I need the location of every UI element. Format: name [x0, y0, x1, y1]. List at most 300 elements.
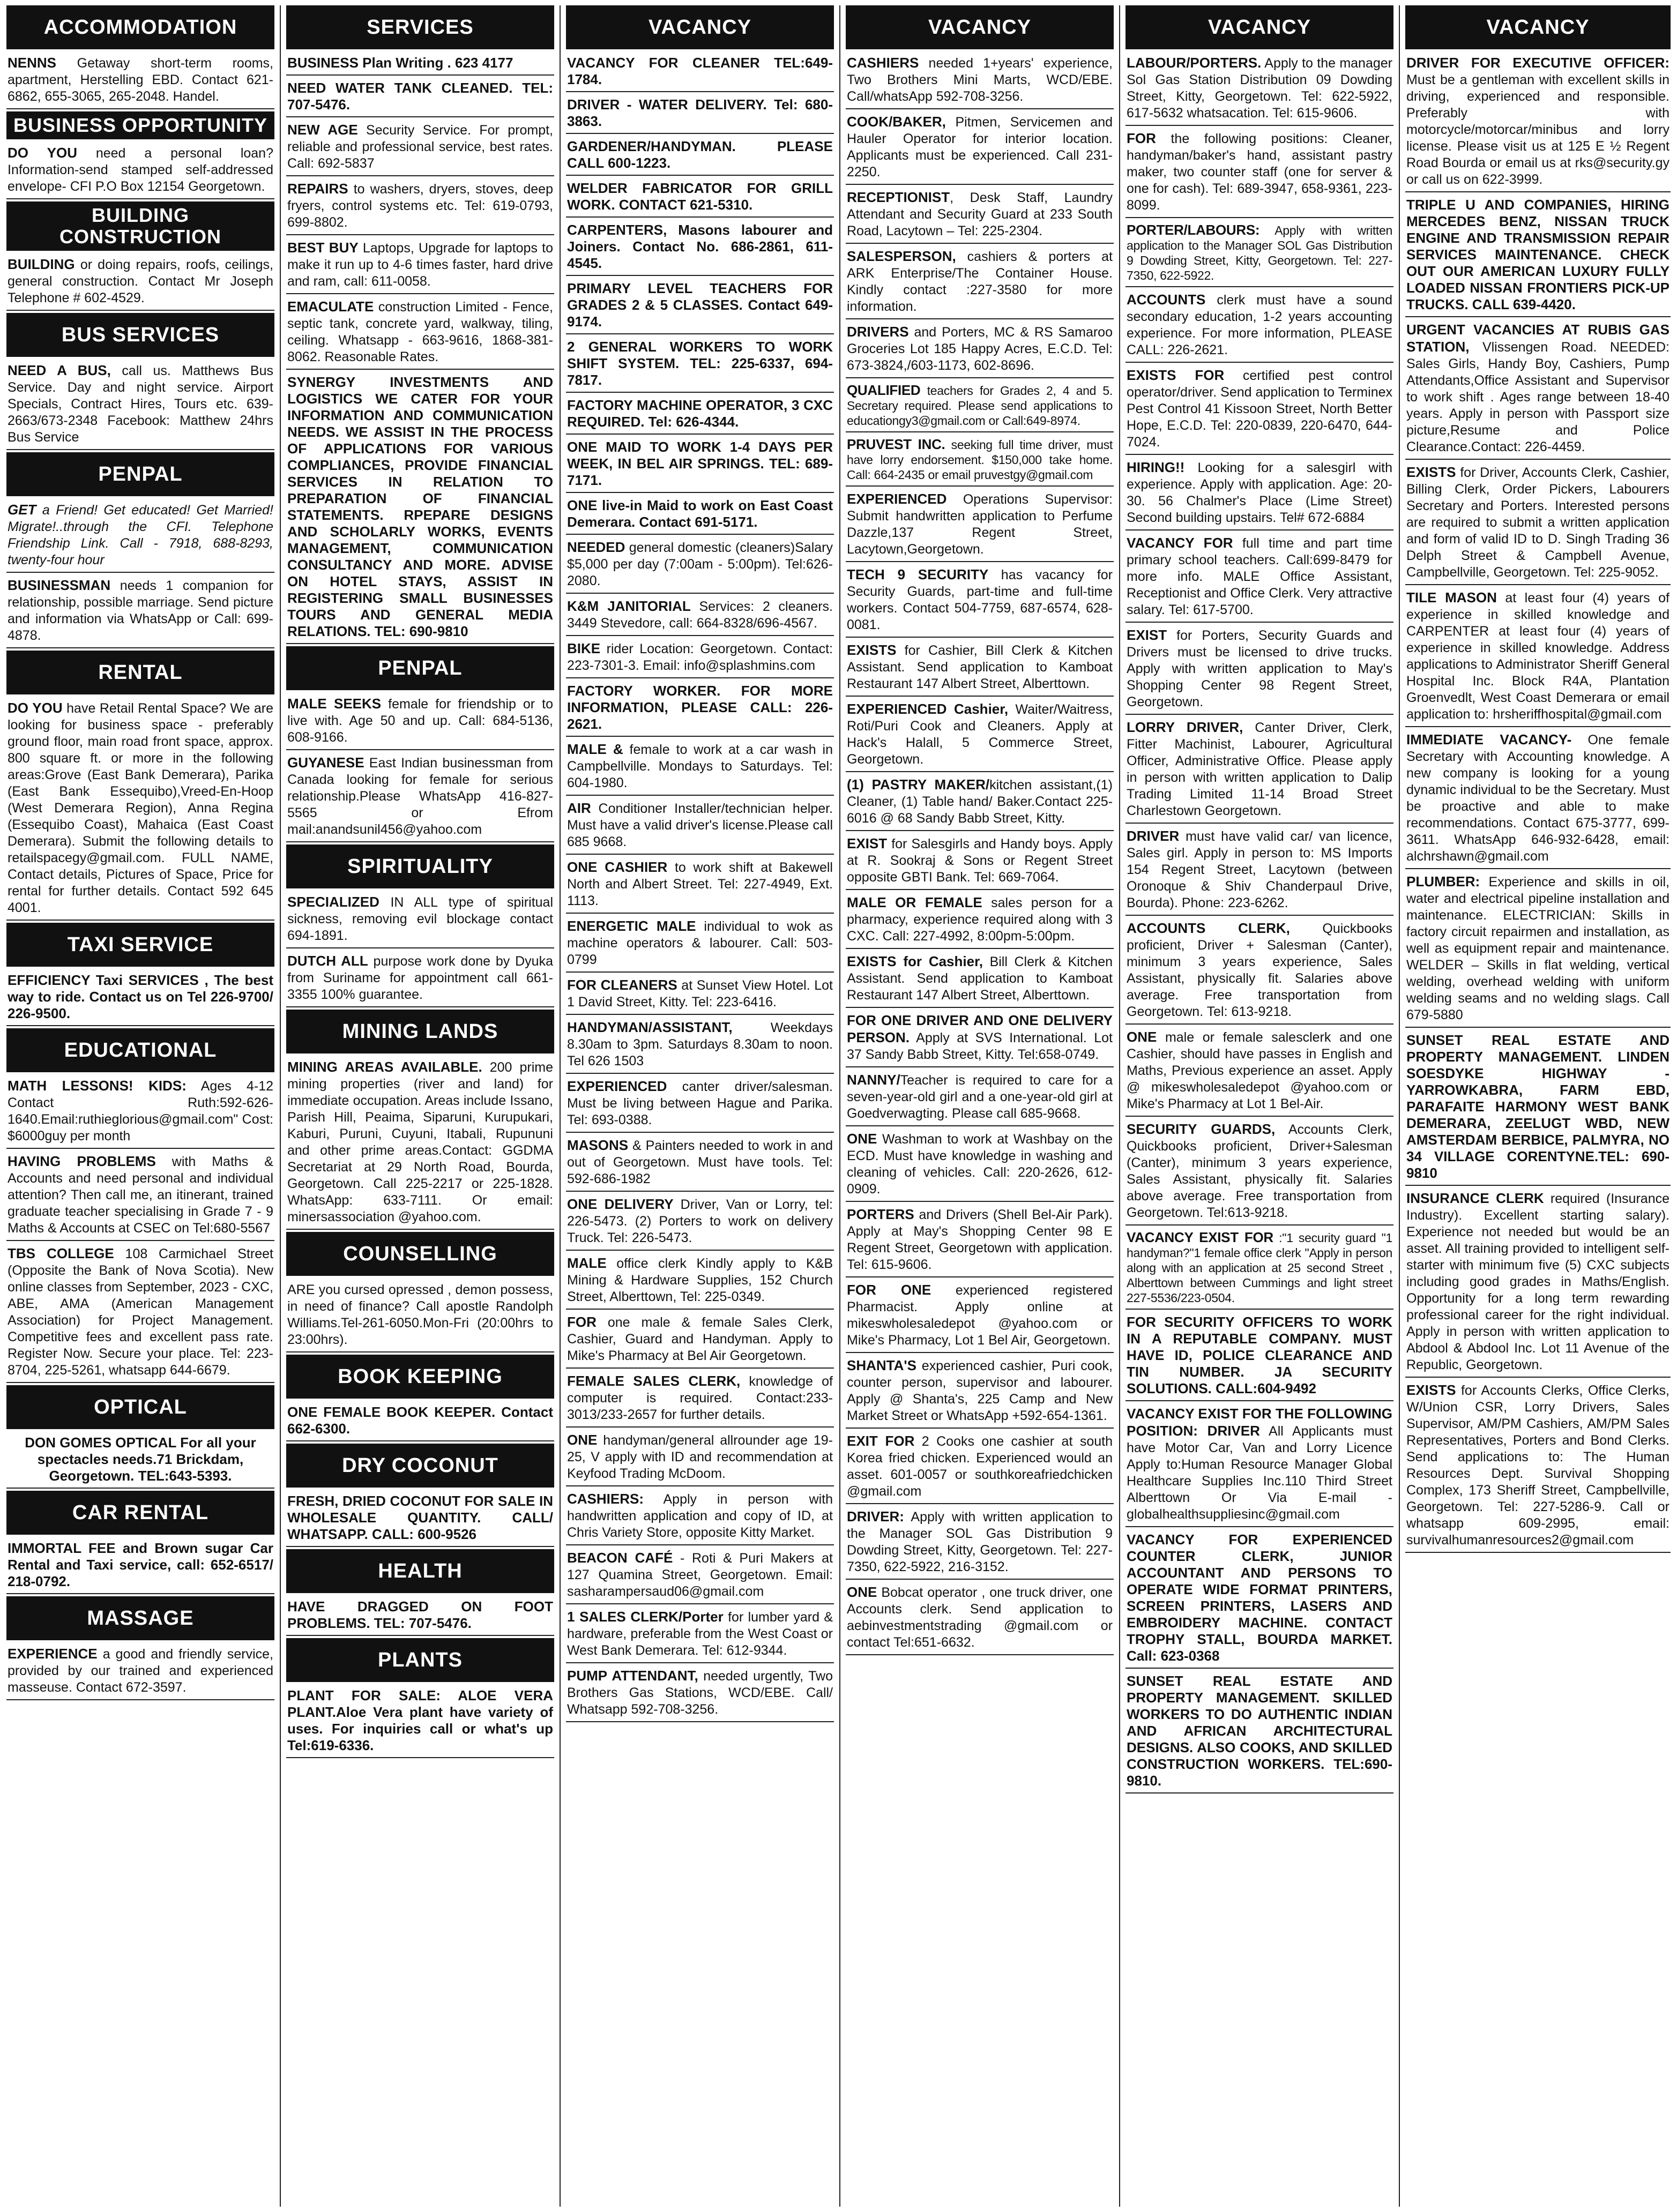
ad-lead: EXISTS for Cashier, — [847, 953, 983, 969]
column-4 — [846, 4, 1114, 2203]
ad-text: Operations Supervisor: Submit handwritten application to Perfume Dazzle,137 Regent Street, Lacytown,Georgetown. — [847, 492, 1113, 557]
ad-lead: MALE — [567, 1255, 607, 1271]
classified-ad — [6, 575, 274, 648]
ad-text: :"1 security guard "1 handyman?"1 female office clerk "Apply in person along with an application at 25 second Street , Alberttown between Cummings and light street 227-5536/223-0504. — [1127, 1231, 1392, 1305]
ad-lead: FOR ONE DRIVER AND ONE DELIVERY PERSON. — [847, 1012, 1113, 1045]
ad-lead: MATH LESSONS! KIDS: — [8, 1078, 187, 1094]
classified-ad — [6, 1075, 274, 1149]
ad-lead: TILE MASON — [1406, 589, 1497, 606]
section-heading: ACCOMMODATION — [6, 5, 274, 49]
ad-lead: DRIVERS — [847, 324, 909, 340]
ad-lead: PRUVEST INC. — [847, 436, 945, 452]
column-divider — [1119, 5, 1120, 2207]
classified-ad — [1126, 717, 1393, 824]
ad-lead: EXISTS FOR — [1127, 367, 1225, 383]
ad-text: canter driver/salesman. Must be living between Hague and Parika. Tel: 693-0388. — [567, 1079, 833, 1127]
classified-ad — [1126, 1119, 1393, 1225]
column-divider — [280, 5, 281, 2207]
ad-lead: ONE DELIVERY — [567, 1196, 674, 1212]
classified-ad — [566, 857, 834, 914]
ad-lead: ONE — [567, 1432, 598, 1448]
ad-lead: HIRING!! — [1127, 459, 1185, 475]
ad-lead: LORRY DRIVER, — [1127, 719, 1243, 735]
ad-lead: FACTORY WORKER. FOR MORE INFORMATION, PLEASE CALL: 226-2621. — [567, 683, 833, 732]
ad-lead: BIKE — [567, 640, 601, 656]
classified-ad — [566, 1312, 834, 1369]
ad-lead: ACCOUNTS CLERK, — [1127, 920, 1290, 936]
section-heading: VACANCY — [1405, 5, 1671, 49]
ad-lead: WELDER FABRICATOR FOR GRILL WORK. CONTACT 621-5310. — [567, 180, 833, 213]
classified-ad — [566, 395, 834, 435]
ad-text: cashiers & porters at ARK Enterprise/The Container House. Kindly contact :227-3580 for more information. — [847, 249, 1113, 314]
ad-text: Experience and skills in oil, water and electrical pipeline installation and maintenance. ELECTRICIAN: Skills in factory circuit repairmen and installation, as well as equipment repair and maintenance. WELDER – Skills in flat welding, vertical welding, overhead welding with uniform welding seams and no welding slags. Call 679-5880 — [1406, 875, 1669, 1022]
classified-ad — [566, 495, 834, 535]
column-divider — [1399, 5, 1400, 2207]
ad-lead: MASONS — [567, 1137, 629, 1153]
ad-lead: MALE OR FEMALE — [847, 894, 982, 910]
classified-ad — [846, 892, 1114, 949]
ad-text: 108 Carmichael Street (Opposite the Bank of Nova Scotia). New online classes from September, 2023 - CXC, ABE, AMA (American Management Association) for Project Management. Competitive fees and excellent pass rate. Register Now. Secure your place. Tel: 223-8704, 225-5261, whatsapp 644-6679. — [8, 1246, 273, 1378]
ad-text: Services: 2 cleaners. 3449 Stevedore, call: 664-8328/696-4567. — [567, 599, 833, 631]
ad-text: to washers, dryers, stoves, deep fryers, control systems etc. Tel: 619-0793, 699-8802. — [287, 182, 553, 230]
ad-text: general domestic (cleaners)Salary $5,000 per day (7:00am - 5:00pm). Tel:626-2080. — [567, 540, 833, 588]
ad-lead: URGENT VACANCIES AT RUBIS GAS STATION, — [1406, 322, 1669, 355]
classified-ad — [566, 1371, 834, 1428]
ad-text: All Applicants must have Motor Car, Van and Lorry Licence Apply to:Human Resource Manager Global Healthcare Supplies Inc.110 Third Street Alberttown Or Via E-mail - globalhealthsuppliesinc@gmail.com — [1127, 1424, 1392, 1522]
ad-text: Waiter/Waitress, Roti/Puri Cook and Cleaners. Apply at Hack's Halall, 5 Commerce Street, Georgetown. — [847, 702, 1113, 767]
ad-text: IN ALL type of spiritual sickness, removing evil blockage contact 694-1891. — [287, 895, 553, 943]
classified-ad — [6, 53, 274, 109]
ad-lead: DRIVER: — [847, 1508, 904, 1525]
ad-text: Bill Clerk & Kitchen Assistant. Send application to Kamboat Restaurant 147 Albert Street, Alberttown. — [847, 954, 1113, 1003]
ad-lead: SUNSET REAL ESTATE AND PROPERTY MANAGEMENT. SKILLED WORKERS TO DO AUTHENTIC INDIAN AND AFRICAN ARCHITECTURAL DESIGNS. ALSO COOKS, AND SKILLED CONSTRUCTION WORKERS. TEL:690-9810. — [1127, 1673, 1392, 1789]
ad-text: ARE you cursed opressed , demon possess, in need of finance? Call apostle Randolph Williams.Tel-261-6050.Mon-Fri (20:00hrs to 23:00hrs). — [287, 1282, 553, 1347]
ad-text: Quickbooks proficient, Driver + Salesman (Canter), minimum 3 years experience, Sales Assistant, physically fit. Salaries above average. Free transportation from Georgetown. Tel: 613-9218. — [1127, 921, 1392, 1019]
ad-lead: SHANTA'S — [847, 1357, 916, 1373]
classified-ad — [1405, 195, 1671, 317]
classified-ad — [6, 1432, 274, 1489]
classified-ad — [846, 640, 1114, 697]
classified-ad — [1405, 729, 1671, 869]
ad-lead: MALE & — [567, 741, 623, 757]
classified-ad — [846, 1582, 1114, 1655]
ad-lead: MINING AREAS AVAILABLE. — [287, 1059, 482, 1075]
column-1 — [6, 4, 274, 2203]
ad-lead: GET — [8, 502, 36, 518]
classified-ad — [846, 774, 1114, 831]
section-heading: RENTAL — [6, 651, 274, 694]
ad-text: handyman/general allrounder age 19-25, V apply with ID and recommendation at Keyfood Trading McDoom. — [567, 1433, 833, 1481]
ad-text: for Cashier, Bill Clerk & Kitchen Assistant. Send application to Kamboat Restaurant 147 Albert Street, Alberttown. — [847, 643, 1113, 691]
ad-text: female for friendship or to live with. Age 50 and up. Call: 684-5136, 608-9166. — [287, 697, 553, 745]
classified-ad — [286, 1402, 554, 1441]
ad-lead: HANDYMAN/ASSISTANT, — [567, 1019, 733, 1035]
ad-lead: TRIPLE U AND COMPANIES, HIRING MERCEDES BENZ, NISSAN TRUCK ENGINE AND TRANSMISSION REPAIR SERVICES MAINTENANCE. CHECK OUT OUR AMERICAN LUXURY FULLY LOADED NISSAN FRONTIERS PICK-UP TRUCKS. CALL 639-4420. — [1406, 197, 1669, 312]
classified-ad — [286, 951, 554, 1007]
ad-text: Vlissengen Road. NEEDED: Sales Girls, Handy Boy, Cashiers, Pump Attendants,Office Assistant and Supervisor to work shift . Ages range between 18-40 years. Apply in person with Passport size picture,Resume and Police Clearance.Contact: 226-4459. — [1406, 340, 1669, 454]
ad-lead: ONE — [1127, 1029, 1157, 1045]
classified-ad — [6, 698, 274, 921]
ad-lead: VACANCY FOR CLEANER TEL:649-1784. — [567, 55, 833, 87]
ad-lead: EMACULATE — [287, 298, 374, 315]
section-heading: CAR RENTAL — [6, 1491, 274, 1535]
ad-lead: 1 SALES CLERK/Porter — [567, 1609, 724, 1625]
ad-text: needed urgently, Two Brothers Gas Stations, WCD/EBE. Call/ Whatsapp 592-708-3256. — [567, 1669, 833, 1717]
ad-text: full time and part time primary school teachers. Call:699-8479 for more info. MALE Office Assistant, Receptionist and Office Clerk. Very attractive salary. Tel: 617-5700. — [1127, 536, 1392, 617]
ad-lead: LABOUR/PORTERS. — [1127, 55, 1262, 71]
column-3 — [566, 4, 834, 2203]
ad-text: and Drivers (Shell Bel-Air Park). Apply at May's Shopping Center 98 E Regent Street, Georgetown with application. Tel: 615-9606. — [847, 1207, 1113, 1272]
classified-ad — [286, 752, 554, 842]
ad-lead: EXISTS — [1406, 464, 1456, 480]
ad-text: at least four (4) years of experience in skilled knowledge and CARPENTER at least four (4) years of experience in skilled knowledge. Address applications to Administrator Sheriff General Hospital Inc. Block R4A, Plantation Groenvedlt, West Coast Demerara or email application to: hrsheriffhospital@gmail.com — [1406, 591, 1669, 722]
ad-lead: VACANCY FOR EXPERIENCED COUNTER CLERK, JUNIOR ACCOUNTANT AND PERSONS TO OPERATE WIDE FORMAT PRINTERS, SCREEN PRINTERS, LASERS AND EMBROIDERY MACHINE. CONTACT TROPHY STALL, BOURDA MARKET. Call: 623-0368 — [1127, 1531, 1392, 1664]
ad-lead: IMMORTAL FEE and Brown sugar Car Rental and Taxi service, call: 652-6517/ 218-0792. — [8, 1540, 273, 1589]
classified-ad — [846, 322, 1114, 378]
classified-ad — [1405, 587, 1671, 727]
classified-ad — [566, 94, 834, 134]
ad-lead: VACANCY EXIST FOR THE FOLLOWING POSITION: DRIVER — [1127, 1406, 1392, 1439]
classified-ad — [846, 435, 1114, 487]
section-heading: EDUCATIONAL — [6, 1028, 274, 1072]
classified-ad — [6, 360, 274, 450]
column-6 — [1405, 4, 1671, 2203]
section-heading: MASSAGE — [6, 1596, 274, 1640]
ad-lead: CARPENTERS, Masons labourer and Joiners. Contact No. 686-2861, 611-4545. — [567, 222, 833, 271]
ad-text: needs 1 companion for relationship, possible marriage. Send picture and information via WhatsApp or Call: 699-4878. — [8, 578, 273, 643]
classified-ad — [846, 1280, 1114, 1353]
section-heading: SPIRITUALITY — [286, 845, 554, 888]
section-heading: VACANCY — [1126, 5, 1393, 49]
ad-text: a good and friendly service, provided by our trained and experienced masseuse. Contact 672-3597. — [8, 1647, 273, 1695]
ad-text: sales person for a pharmacy, experience required along with 3 CXC. Call: 227-4992, 8:00pm-5:00pm. — [847, 895, 1113, 944]
classified-ad — [566, 975, 834, 1015]
classified-ad — [1126, 128, 1393, 218]
classified-ad — [6, 1643, 274, 1700]
ad-text: construction Limited - Fence, septic tank, concrete yard, walkway, tiling, ceiling. Whatsapp - 663-9616, 1868-381-8062. Reasonable Rates. — [287, 300, 553, 364]
ad-text: Pitmen, Servicemen and Hauler Operator for interior location. Applicants must be experienced. Call 231-2250. — [847, 115, 1113, 180]
ad-lead: EXIST — [847, 835, 888, 851]
ad-lead: SECURITY GUARDS, — [1127, 1121, 1276, 1137]
section-heading: TAXI SERVICE — [6, 923, 274, 967]
ad-text: at Sunset View Hotel. Lot 1 David Street, Kitty. Tel: 223-6416. — [567, 978, 833, 1010]
classified-ad — [1126, 826, 1393, 916]
classified-ad — [1405, 53, 1671, 192]
classified-ad — [1126, 533, 1393, 623]
ad-text: , Desk Staff, Laundry Attendant and Security Guard at 233 South Road, Lacytown – Tel: 225-2304. — [847, 190, 1113, 238]
classified-ad — [566, 136, 834, 176]
ad-lead: TBS COLLEGE — [8, 1245, 114, 1261]
ad-text: individual to wok as machine operators & labourer. Call: 503-0799 — [567, 919, 833, 967]
ad-lead: FOR — [567, 1314, 597, 1330]
ad-text: with Maths & Accounts and need personal and individual attention? Then call me, an itinerant, trained graduate teacher specialising in Grade 7 - 9 Maths & Accounts at CSEC on Tel:680-5567 — [8, 1154, 273, 1236]
classified-ad — [846, 489, 1114, 562]
ad-text: call us. Matthews Bus Service. Day and night service. Airport Specials, Contract Hires, Tours etc. 639-2663/673-2348 Facebook: Matthew 24hrs Bus Service — [8, 363, 273, 445]
ad-lead: GARDENER/HANDYMAN. PLEASE CALL 600-1223. — [567, 138, 833, 171]
ad-lead: PLANT FOR SALE: ALOE VERA PLANT.Aloe Vera plant have variety of uses. For inquiries call or what's up Tel:619-6336. — [287, 1687, 553, 1753]
ad-lead: DO YOU — [8, 145, 77, 161]
classified-ad — [1126, 1529, 1393, 1669]
classified-ad — [6, 254, 274, 311]
ad-text: Bobcat operator , one truck driver, one Accounts clerk. Send application to aebinvestmentstrading @gmail.com or contact Tel:651-6632. — [847, 1585, 1113, 1650]
ad-lead: K&M JANITORIAL — [567, 598, 691, 614]
ad-text: Apply to the manager Sol Gas Station Distribution 09 Dowding Street, Kitty, Georgetown. Tel: 622-5922, 617-5632 whatsacation. Tel: 615-9606. — [1127, 56, 1392, 121]
classified-ad — [846, 53, 1114, 109]
classified-ad — [846, 1070, 1114, 1126]
ad-text: experienced cashier, Puri cook, counter person, supervisor and labourer. Apply @ Shanta's, 225 Camp and New Market Street or WhatsApp +592-654-1361. — [847, 1358, 1113, 1423]
classified-ad — [566, 437, 834, 493]
classified-ad — [846, 833, 1114, 890]
ad-text: need a personal loan? Information-send stamped self-addressed envelope- CFI P.O Box 12154 Georgetown. — [8, 146, 273, 194]
section-heading: BOOK KEEPING — [286, 1355, 554, 1399]
classified-ad — [566, 278, 834, 334]
column-divider — [560, 5, 561, 2207]
ad-lead: TECH 9 SECURITY — [847, 566, 989, 582]
ad-lead: EXPERIENCE — [8, 1646, 98, 1662]
ad-lead: ONE MAID TO WORK 1-4 DAYS PER WEEK, IN BEL AIR SPRINGS. TEL: 689-7171. — [567, 439, 833, 488]
ad-lead: BUSINESSMAN — [8, 577, 111, 593]
ad-text: Apply at SVS International. Lot 37 Sandy Babb Street, Kitty. Tel:658-0749. — [847, 1030, 1113, 1062]
ad-text: for lumber yard & hardware, preferable from the West Coast or West Bank Demerara. Tel: 612-9344. — [567, 1610, 833, 1658]
ad-lead: PORTERS — [847, 1206, 914, 1222]
classified-ad — [1405, 462, 1671, 585]
classified-ad — [1126, 365, 1393, 455]
ad-lead: PORTER/LABOURS: — [1127, 222, 1260, 238]
ad-text: has vacancy for Security Guards, part-time and full-time workers. Contact 504-7759, 687-6574, 628-0081. — [847, 567, 1113, 632]
ad-text: experienced registered Pharmacist. Apply online at mikeswholesaledepot @yahoo.com or Mike's Pharmacy, Lot 1 Bel Air, Georgetown. — [847, 1283, 1113, 1348]
classified-ad — [846, 699, 1114, 772]
ad-text: Ages 4-12 Contact Ruth:592-626-1640.Email:ruthieglorious@gmail.com" Cost: $6000guy per month — [8, 1079, 274, 1144]
ad-lead: VACANCY FOR — [1127, 535, 1233, 551]
ad-lead: DRIVER — [1127, 828, 1180, 844]
ad-lead: DRIVER FOR EXECUTIVE OFFICER: — [1406, 55, 1669, 71]
classified-ad — [846, 1010, 1114, 1067]
ad-text: purpose work done by Dyuka from Suriname for appointment call 661-3355 100% guarantee. — [287, 954, 553, 1002]
classified-ad — [286, 1491, 554, 1547]
classified-ad — [846, 111, 1114, 185]
ad-lead: SPECIALIZED — [287, 894, 379, 910]
ad-lead: ONE FEMALE BOOK KEEPER. Contact 662-6300. — [287, 1404, 553, 1437]
ad-text: Laptops, Upgrade for laptops to make it run up to 4-6 times faster, hard drive and ram, call: 611-0058. — [287, 241, 553, 289]
classified-ad — [566, 1489, 834, 1545]
ad-lead: PLUMBER: — [1406, 873, 1480, 890]
classified-ad — [1126, 918, 1393, 1025]
classified-ad — [1126, 1671, 1393, 1793]
ad-lead: NEED A BUS, — [8, 362, 111, 378]
ad-lead: BUILDING — [8, 256, 75, 272]
classified-ad — [846, 1129, 1114, 1202]
ad-lead: QUALIFIED — [847, 382, 921, 398]
ad-text: for Driver, Accounts Clerk, Cashier, Billing Clerk, Order Pickers, Labourers Secretary and Porters. Interested persons are required to submit a written application and form of valid ID to D. Singh Trading 36 Delph Street & Campbell Avenue, Campbellville, Georgetown. Tel: 225-9052. — [1406, 465, 1669, 580]
classified-ad — [286, 53, 554, 76]
classified-ad — [1126, 1312, 1393, 1401]
classified-ad — [1405, 1188, 1671, 1378]
ad-text: rider Location: Georgetown. Contact: 223-7301-3. Email: info@splashmins.com — [567, 641, 833, 673]
classified-ad — [1126, 625, 1393, 715]
classified-ad — [846, 564, 1114, 638]
ad-lead: RECEPTIONIST — [847, 189, 950, 205]
ad-text: certified pest control operator/driver. Send application to Terminex Pest Control 41 Kissoon Street, North Better Hope, E.C.D. Tel: 220-0839, 220-6470, 644-7024. — [1127, 368, 1392, 450]
section-heading: PENPAL — [6, 452, 274, 496]
ad-lead: BUSINESS Plan Writing . 623 4177 — [287, 55, 513, 71]
ad-lead: ONE CASHIER — [567, 859, 668, 875]
classified-ad — [566, 1253, 834, 1310]
ad-text: Driver, Van or Lorry, tel: 226-5473. (2) Porters to work on delivery Truck. Tel: 226-5473. — [567, 1197, 833, 1245]
ad-text: have Retail Rental Space? We are looking for business space - preferably ground floor, main road front space, approx. 800 square ft. or more in the following areas:Grove (East Bank Demerara), Parika (East Bank Essequibo),Vreed-En-Hoop (West Demerara Region), Anna Regina (Essequibo Coast), Mahaica (East Coast Demerara). Submit the following details to retailspacegy@gmail.com. FULL NAME, Contact details, Pictures of Space, Price for rental for further details. Contact 592 645 4001. — [8, 701, 273, 915]
section-heading: BUILDING CONSTRUCTION — [6, 201, 274, 251]
classified-ad — [566, 596, 834, 636]
ad-text: to work shift at Bakewell North and Albert Street. Tel: 227-4949, Ext. 1113. — [567, 860, 833, 908]
ad-text: One female Secretary with Accounting knowledge. A new company is looking for a young dynamic individual to be the Secretary. Must be proactive and able to make recommendations. Contact 675-3777, 699-3611. WhatsApp 646-932-6428, email: alchrshawn@gmail.com — [1406, 733, 1669, 864]
ad-lead: NEEDED — [567, 539, 625, 555]
classified-ad — [286, 1596, 554, 1636]
ad-text: office clerk Kindly apply to K&B Mining & Hardware Supplies, 152 Church Street, Alberttown, Tel: 225-0349. — [567, 1256, 833, 1304]
classified-ad — [1126, 457, 1393, 530]
ad-lead: REPAIRS — [287, 181, 348, 197]
ad-lead: BEST BUY — [287, 240, 359, 256]
classified-ad — [6, 970, 274, 1026]
column-2 — [286, 4, 554, 2203]
classified-ad — [1405, 1030, 1671, 1186]
ad-lead: FOR CLEANERS — [567, 977, 677, 993]
ad-text: and Porters, MC & RS Samaroo Groceries Lot 185 Happy Acres, E.C.D. Tel: 673-3824,/603-1173, 602-8696. — [847, 325, 1113, 373]
classified-ad — [846, 1431, 1114, 1504]
classified-ad — [1405, 319, 1671, 460]
classified-ad — [286, 892, 554, 948]
ad-text: Security Service. For prompt, reliable and professional service, best rates. Call: 692-5837 — [287, 123, 554, 171]
classified-ad — [566, 53, 834, 92]
ad-text: teachers for Grades 2, 4 and 5. Secretary required. Please send applications to educationgy3@gmail.com or Call:649-8974. — [847, 384, 1113, 428]
section-heading: DRY COCONUT — [286, 1444, 554, 1488]
column-divider — [839, 5, 840, 2207]
ad-lead: ONE — [847, 1131, 877, 1147]
ad-text: one male & female Sales Clerk, Cashier, Guard and Handyman. Apply to Mike's Pharmacy at Bel Air Georgetown. — [567, 1315, 833, 1363]
classified-ad — [846, 1506, 1114, 1580]
section-heading: COUNSELLING — [286, 1232, 554, 1276]
ad-text: or doing repairs, roofs, ceilings, general construction. Contact Mr Joseph Telephone # 602-4529. — [8, 257, 273, 305]
classified-ad — [286, 78, 554, 117]
classified-ad — [566, 1017, 834, 1074]
ad-lead: FEMALE SALES CLERK, — [567, 1373, 741, 1389]
section-heading: PENPAL — [286, 646, 554, 690]
classified-ad — [1126, 1027, 1393, 1117]
classified-ad — [1405, 871, 1671, 1028]
classified-ad — [566, 178, 834, 218]
ad-lead: CASHIERS — [847, 55, 919, 71]
ad-text: must have valid car/ van licence, Sales girl. Apply in person to: MS Imports 154 Regent Street, Lacytown (between Oronoque & Shiv Chanderpaul Drive, Bourda). Phone: 223-6262. — [1127, 829, 1392, 910]
ad-lead: FOR ONE — [847, 1282, 931, 1298]
ad-text: 200 prime mining properties (river and land) for immediate occupation. Areas include Issano, Parish Hill, Peaima, Siparuni, Kurupukari, Kaburi, Puruni, Cuyuni, Itabali, Rupununi and other prime areas.Contact: GGDMA Secretariat at 29 North Road, Bourda, Georgetown. Call 225-2217 or 225-1828. WhatsApp: 633-7111. Or email: minersassociation @yahoo.com. — [287, 1060, 553, 1224]
ad-lead: DRIVER - WATER DELIVERY. Tel: 680-3863. — [567, 96, 833, 129]
ad-lead: COOK/BAKER, — [847, 114, 946, 130]
classified-ad — [566, 537, 834, 594]
classified-ad — [6, 1538, 274, 1594]
ad-lead: SUNSET REAL ESTATE AND PROPERTY MANAGEMENT. LINDEN SOESDYKE HIGHWAY - YARROWKABRA, FARM EBD, PARAFAITE HARMONY WEST BANK DEMERARA, ZEELUGT WBD, NEW AMSTERDAM BERBICE, PALMYRA, NO 34 VILLAGE CORENTYNE.TEL: 690-9810 — [1406, 1032, 1669, 1181]
ad-text: required (Insurance Industry). Excellent starting salary). Experience not needed but would be an asset. All training provided to intelligent self-starter with minimum five (5) CXC subjects including good grades in Maths/English. Opportunity for a long term rewarding professional career for the right individual. Apply in person with written application to Abdool & Abdool Inc. Lot 11 Avenue of the Republic, Georgetown. — [1406, 1191, 1670, 1372]
section-heading: PLANTS — [286, 1638, 554, 1682]
ad-text: Apply with written application to the Manager SOL Gas Distribution 9 Dowding Street, Kitty, Georgetown. Tel: 227-7350, 622-5922. — [1127, 223, 1392, 282]
classified-ad — [846, 380, 1114, 432]
classified-ad — [1405, 1380, 1671, 1553]
ad-lead: ONE live-in Maid to work on East Coast Demerara. Contact 691-5171. — [567, 497, 833, 530]
ad-lead: (1) PASTRY MAKER/ — [847, 776, 990, 793]
ad-text: & Painters needed to work in and out of Georgetown. Must have tools. Tel: 592-686-1982 — [567, 1138, 833, 1186]
classified-ad — [566, 1076, 834, 1133]
ad-text: Washman to work at Washbay on the ECD. Must have knowledge in washing and cleaning of vehicles. Call: 220-2626, 612-0909. — [847, 1132, 1113, 1197]
ad-lead: SALESPERSON, — [847, 248, 956, 264]
section-heading: VACANCY — [846, 5, 1114, 49]
ad-lead: VACANCY EXIST FOR — [1127, 1229, 1273, 1245]
classified-ad — [846, 246, 1114, 319]
classified-ad — [286, 372, 554, 644]
classified-ad — [286, 1685, 554, 1758]
ad-lead: IMMEDIATE VACANCY- — [1406, 731, 1572, 748]
ad-lead: FACTORY MACHINE OPERATOR, 3 CXC REQUIRED. Tel: 626-4344. — [567, 397, 833, 430]
ad-lead: NEW AGE — [287, 122, 358, 138]
ad-text: Looking for a salesgirl with experience. Apply with application. Age: 20-30. 56 Chalmer's Place (Lime Street) Second building upstairs. Tel# 672-6884 — [1127, 460, 1392, 525]
classified-ad — [566, 337, 834, 393]
ad-lead: GUYANESE — [287, 754, 364, 771]
ad-lead: CASHIERS: — [567, 1491, 644, 1507]
ad-lead: EXIST — [1127, 627, 1167, 643]
classified-ad — [286, 1279, 554, 1352]
classified-ad — [566, 1665, 834, 1722]
ad-text: male or female salesclerk and one Cashier, should have passes in English and Maths, Previous experience an asset. Apply @ mikeswholesaledepot @yahoo.com or Mike's Pharmacy at Lot 1 Bel-Air. — [1127, 1030, 1392, 1111]
ad-text: Apply in person with handwritten application and copy of ID, at Chris Variety Store, opposite Kitty Market. — [567, 1492, 833, 1540]
classified-ad — [846, 187, 1114, 244]
ad-text: Weekdays 8.30am to 3pm. Saturdays 8.30am to noon. Tel 626 1503 — [567, 1020, 833, 1068]
ad-text: kitchen assistant,(1) Cleaner, (1) Table hand/ Baker.Contact 225-6016 @ 68 Sandy Babb Street, Kitty. — [847, 778, 1113, 826]
section-heading: MINING LANDS — [286, 1010, 554, 1053]
classified-ad — [1126, 220, 1393, 287]
classified-ad — [566, 1194, 834, 1251]
ad-text: East Indian businessman from Canada looking for female for serious relationship.Please WhatsApp 416-827-5565 or Efrom mail:anandsunil456@yahoo.com — [287, 756, 553, 837]
classified-ad — [286, 296, 554, 370]
ad-text: Apply with written application to the Manager SOL Gas Distribution 9 Dowding Street, Kitty, Georgetown. Tel: 227-7350, 622-5922, 216-3152. — [847, 1509, 1113, 1574]
ad-text: seeking full time driver, must have lorry endorsement. $150,000 take home. Call: 664-2435 or email pruvestgy@gmail.com — [847, 438, 1113, 482]
classified-ad — [286, 693, 554, 750]
ad-lead: ACCOUNTS — [1127, 292, 1206, 308]
section-heading: SERVICES — [286, 5, 554, 49]
ad-lead: DO YOU — [8, 700, 63, 716]
ad-lead: PUMP ATTENDANT, — [567, 1668, 698, 1684]
ad-text: needed 1+years' experience, Two Brothers Mini Marts, WCD/EBE. Call/whatsApp 592-708-3256. — [847, 56, 1113, 104]
ad-text: Teacher is required to care for a seven-year-old girl and a one-year-old girl at Goedverwagting. Please call 685-9668. — [847, 1073, 1113, 1121]
classified-ad — [286, 237, 554, 294]
ad-lead: EXPERIENCED — [567, 1078, 667, 1094]
ad-lead: EXIT FOR — [847, 1433, 915, 1449]
classified-ad — [846, 951, 1114, 1008]
ad-lead: FRESH, DRIED COCONUT FOR SALE IN WHOLESALE QUANTITY. CALL/ WHATSAPP. CALL: 600-9526 — [287, 1493, 553, 1542]
ad-lead: BEACON CAFÉ — [567, 1550, 673, 1566]
ad-lead: HAVING PROBLEMS — [8, 1153, 156, 1169]
ad-text: female to work at a car wash in Campbellville. Mondays to Saturdays. Tel: 604-1980. — [567, 742, 833, 790]
ad-text: Conditioner Installer/technician helper. Must have a valid driver's license.Please call 685 9668. — [567, 801, 833, 849]
section-heading: VACANCY — [566, 5, 834, 49]
ad-text: for Salesgirls and Handy boys. Apply at R. Sookraj & Sons or Regent Street opposite GBTI Bank. Tel: 669-7064. — [847, 836, 1113, 885]
classified-ad — [846, 1355, 1114, 1429]
ad-text: the following positions: Cleaner, handyman/baker's hand, assistant pastry maker, two counter staff (one for server & one for cash). Tel: 689-3947, 658-9361, 223-8099. — [1127, 131, 1392, 213]
section-heading: BUS SERVICES — [6, 313, 274, 357]
ad-lead: INSURANCE CLERK — [1406, 1190, 1544, 1206]
ad-lead: ENERGETIC MALE — [567, 918, 696, 934]
classified-ad — [566, 220, 834, 276]
ad-lead: EXPERIENCED — [847, 491, 947, 507]
ad-text: - Roti & Puri Makers at 127 Quamina Street, Georgetown. Email: sasharampersaud06@gmail.com — [567, 1551, 833, 1599]
classified-ad — [6, 1151, 274, 1241]
ad-lead: EXPERIENCED Cashier, — [847, 701, 1009, 717]
classified-ad — [286, 119, 554, 176]
